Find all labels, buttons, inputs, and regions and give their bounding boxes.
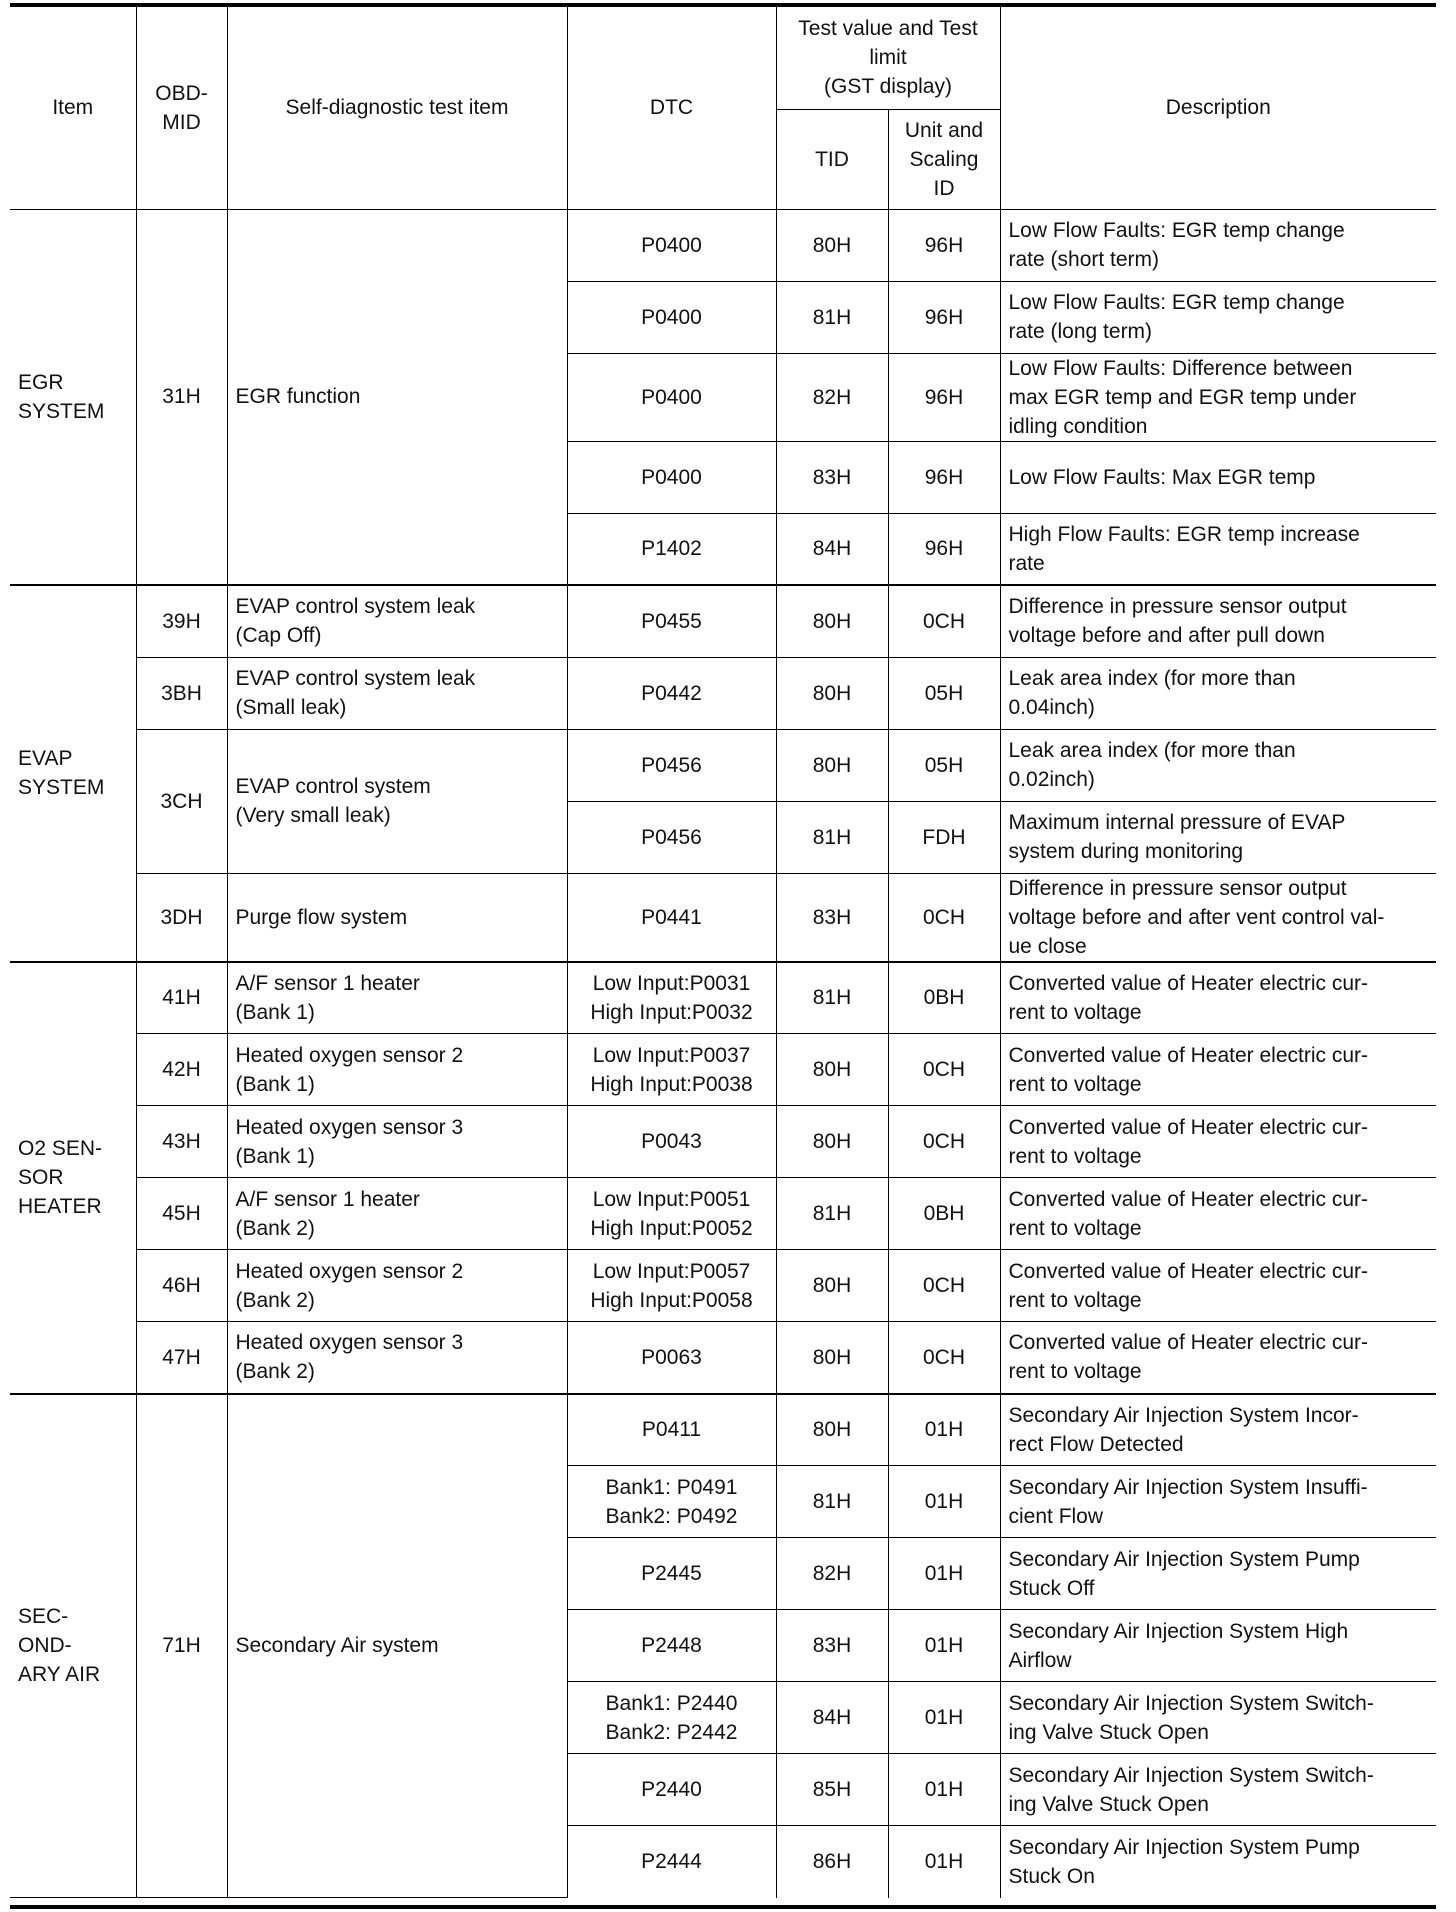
tid-cell: 84H xyxy=(776,513,888,585)
dtc-cell: P0400 xyxy=(567,353,776,441)
obd-mid-cell: 46H xyxy=(136,1250,227,1322)
description-cell: High Flow Faults: EGR temp increase rate xyxy=(1000,513,1436,585)
item-cell: SEC- OND- ARY AIR xyxy=(10,1394,136,1898)
unit-scaling-id-cell: 01H xyxy=(888,1394,1000,1466)
unit-scaling-id-cell: 0CH xyxy=(888,1250,1000,1322)
header-dtc: DTC xyxy=(567,7,776,209)
test-item-cell: Heated oxygen sensor 3 (Bank 1) xyxy=(227,1106,567,1178)
test-item-cell: EVAP control system leak (Small leak) xyxy=(227,657,567,729)
dtc-cell: Bank1: P2440 Bank2: P2442 xyxy=(567,1682,776,1754)
table-row xyxy=(10,209,1436,281)
table-row xyxy=(10,1250,1436,1322)
obd-mid-cell: 71H xyxy=(136,1394,227,1898)
dtc-cell: P0043 xyxy=(567,1106,776,1178)
description-cell: Converted value of Heater electric cur- rent to voltage xyxy=(1000,1250,1436,1322)
description-cell: Converted value of Heater electric cur- rent to voltage xyxy=(1000,962,1436,1034)
description-cell: Low Flow Faults: EGR temp change rate (long term) xyxy=(1000,281,1436,353)
item-cell: EGR SYSTEM xyxy=(10,209,136,585)
obd-mid-cell: 31H xyxy=(136,209,227,585)
tid-cell: 81H xyxy=(776,281,888,353)
description-cell: Secondary Air Injection System Pump Stuck Off xyxy=(1000,1538,1436,1610)
table-row xyxy=(10,1394,1436,1466)
dtc-cell: P0411 xyxy=(567,1394,776,1466)
description-cell: Secondary Air Injection System Switch- ing Valve Stuck Open xyxy=(1000,1754,1436,1826)
dtc-cell: P2444 xyxy=(567,1826,776,1898)
dtc-cell: Low Input:P0057 High Input:P0058 xyxy=(567,1250,776,1322)
description-cell: Secondary Air Injection System High Airflow xyxy=(1000,1610,1436,1682)
dtc-cell: P0400 xyxy=(567,281,776,353)
unit-scaling-id-cell: 0BH xyxy=(888,1178,1000,1250)
unit-scaling-id-cell: 01H xyxy=(888,1682,1000,1754)
unit-scaling-id-cell: 05H xyxy=(888,729,1000,801)
unit-scaling-id-cell: 96H xyxy=(888,441,1000,513)
tid-cell: 83H xyxy=(776,873,888,962)
test-item-cell: Secondary Air system xyxy=(227,1394,567,1898)
obd-mid-cell: 47H xyxy=(136,1322,227,1394)
dtc-cell: P1402 xyxy=(567,513,776,585)
table-row xyxy=(10,1034,1436,1106)
dtc-cell: Low Input:P0037 High Input:P0038 xyxy=(567,1034,776,1106)
tid-cell: 80H xyxy=(776,1394,888,1466)
obd-mid-cell: 3CH xyxy=(136,729,227,873)
tid-cell: 80H xyxy=(776,1034,888,1106)
tid-cell: 83H xyxy=(776,441,888,513)
description-cell: Difference in pressure sensor output voltage before and after vent control val- ue close xyxy=(1000,873,1436,962)
table-body xyxy=(10,209,1436,1898)
header-description: Description xyxy=(1000,7,1436,209)
table-row xyxy=(10,1322,1436,1394)
test-item-cell: A/F sensor 1 heater (Bank 2) xyxy=(227,1178,567,1250)
unit-scaling-id-cell: FDH xyxy=(888,801,1000,873)
description-cell: Secondary Air Injection System Incor- rect Flow Detected xyxy=(1000,1394,1436,1466)
description-cell: Leak area index (for more than 0.02inch) xyxy=(1000,729,1436,801)
tid-cell: 80H xyxy=(776,209,888,281)
tid-cell: 80H xyxy=(776,729,888,801)
obd-mid-cell: 3DH xyxy=(136,873,227,962)
dtc-cell: P2440 xyxy=(567,1754,776,1826)
description-cell: Low Flow Faults: Difference between max EGR temp and EGR temp under idling condition xyxy=(1000,353,1436,441)
dtc-cell: P0442 xyxy=(567,657,776,729)
dtc-cell: Low Input:P0051 High Input:P0052 xyxy=(567,1178,776,1250)
unit-scaling-id-cell: 0CH xyxy=(888,1106,1000,1178)
unit-scaling-id-cell: 01H xyxy=(888,1466,1000,1538)
dtc-cell: P0441 xyxy=(567,873,776,962)
table-row xyxy=(10,729,1436,801)
unit-scaling-id-cell: 01H xyxy=(888,1610,1000,1682)
description-cell: Low Flow Faults: Max EGR temp xyxy=(1000,441,1436,513)
table-row xyxy=(10,1178,1436,1250)
description-cell: Difference in pressure sensor output voltage before and after pull down xyxy=(1000,585,1436,657)
unit-scaling-id-cell: 96H xyxy=(888,513,1000,585)
table-row xyxy=(10,1106,1436,1178)
obd-mid-cell: 42H xyxy=(136,1034,227,1106)
description-cell: Converted value of Heater electric cur- rent to voltage xyxy=(1000,1034,1436,1106)
table-row xyxy=(10,962,1436,1034)
tid-cell: 81H xyxy=(776,801,888,873)
description-cell: Converted value of Heater electric cur- rent to voltage xyxy=(1000,1106,1436,1178)
description-cell: Converted value of Heater electric cur- rent to voltage xyxy=(1000,1178,1436,1250)
description-cell: Secondary Air Injection System Insuffi- cient Flow xyxy=(1000,1466,1436,1538)
obd-mid-cell: 3BH xyxy=(136,657,227,729)
dtc-cell: P2448 xyxy=(567,1610,776,1682)
tid-cell: 82H xyxy=(776,353,888,441)
unit-scaling-id-cell: 01H xyxy=(888,1754,1000,1826)
tid-cell: 86H xyxy=(776,1826,888,1898)
test-item-cell: A/F sensor 1 heater (Bank 1) xyxy=(227,962,567,1034)
obd-mid-cell: 43H xyxy=(136,1106,227,1178)
unit-scaling-id-cell: 0CH xyxy=(888,1322,1000,1394)
tid-cell: 81H xyxy=(776,1466,888,1538)
header-tid: TID xyxy=(776,109,888,209)
description-cell: Converted value of Heater electric cur- rent to voltage xyxy=(1000,1322,1436,1394)
test-item-cell: Heated oxygen sensor 3 (Bank 2) xyxy=(227,1322,567,1394)
bottom-rule xyxy=(10,1905,1436,1909)
test-item-cell: EVAP control system (Very small leak) xyxy=(227,729,567,873)
dtc-cell: P0063 xyxy=(567,1322,776,1394)
tid-cell: 80H xyxy=(776,1106,888,1178)
tid-cell: 82H xyxy=(776,1538,888,1610)
unit-scaling-id-cell: 0CH xyxy=(888,1034,1000,1106)
test-item-cell: Heated oxygen sensor 2 (Bank 1) xyxy=(227,1034,567,1106)
item-cell: O2 SEN- SOR HEATER xyxy=(10,962,136,1394)
unit-scaling-id-cell: 0CH xyxy=(888,585,1000,657)
test-item-cell: EVAP control system leak (Cap Off) xyxy=(227,585,567,657)
tid-cell: 81H xyxy=(776,1178,888,1250)
dtc-cell: P0456 xyxy=(567,729,776,801)
header-obd-mid: OBD- MID xyxy=(136,7,227,209)
header-item: Item xyxy=(10,7,136,209)
header-test-value: Test value and Test limit (GST display) xyxy=(776,7,1000,109)
description-cell: Maximum internal pressure of EVAP system during monitoring xyxy=(1000,801,1436,873)
test-item-cell: EGR function xyxy=(227,209,567,585)
test-item-cell: Purge flow system xyxy=(227,873,567,962)
unit-scaling-id-cell: 0BH xyxy=(888,962,1000,1034)
dtc-cell: P2445 xyxy=(567,1538,776,1610)
dtc-cell: P0456 xyxy=(567,801,776,873)
dtc-cell: P0400 xyxy=(567,441,776,513)
unit-scaling-id-cell: 01H xyxy=(888,1538,1000,1610)
dtc-cell: Low Input:P0031 High Input:P0032 xyxy=(567,962,776,1034)
description-cell: Low Flow Faults: EGR temp change rate (short term) xyxy=(1000,209,1436,281)
unit-scaling-id-cell: 01H xyxy=(888,1826,1000,1898)
item-cell: EVAP SYSTEM xyxy=(10,585,136,962)
tid-cell: 80H xyxy=(776,585,888,657)
dtc-cell: P0455 xyxy=(567,585,776,657)
obd-mid-cell: 41H xyxy=(136,962,227,1034)
tid-cell: 81H xyxy=(776,962,888,1034)
unit-scaling-id-cell: 96H xyxy=(888,281,1000,353)
dtc-cell: P0400 xyxy=(567,209,776,281)
description-cell: Leak area index (for more than 0.04inch) xyxy=(1000,657,1436,729)
tid-cell: 85H xyxy=(776,1754,888,1826)
tid-cell: 80H xyxy=(776,1322,888,1394)
tid-cell: 80H xyxy=(776,1250,888,1322)
tid-cell: 84H xyxy=(776,1682,888,1754)
unit-scaling-id-cell: 96H xyxy=(888,353,1000,441)
obd-mid-cell: 39H xyxy=(136,585,227,657)
header-test-item: Self-diagnostic test item xyxy=(227,7,567,209)
tid-cell: 80H xyxy=(776,657,888,729)
obd-mid-cell: 45H xyxy=(136,1178,227,1250)
obd-self-diagnostic-table xyxy=(10,7,1436,1898)
unit-scaling-id-cell: 96H xyxy=(888,209,1000,281)
test-item-cell: Heated oxygen sensor 2 (Bank 2) xyxy=(227,1250,567,1322)
unit-scaling-id-cell: 0CH xyxy=(888,873,1000,962)
unit-scaling-id-cell: 05H xyxy=(888,657,1000,729)
table-header xyxy=(10,7,1436,209)
tid-cell: 83H xyxy=(776,1610,888,1682)
dtc-cell: Bank1: P0491 Bank2: P0492 xyxy=(567,1466,776,1538)
header-unit-scaling-id: Unit and Scaling ID xyxy=(888,109,1000,209)
table-row xyxy=(10,585,1436,657)
table-row xyxy=(10,873,1436,962)
table-row xyxy=(10,657,1436,729)
description-cell: Secondary Air Injection System Switch- ing Valve Stuck Open xyxy=(1000,1682,1436,1754)
description-cell: Secondary Air Injection System Pump Stuck On xyxy=(1000,1826,1436,1898)
